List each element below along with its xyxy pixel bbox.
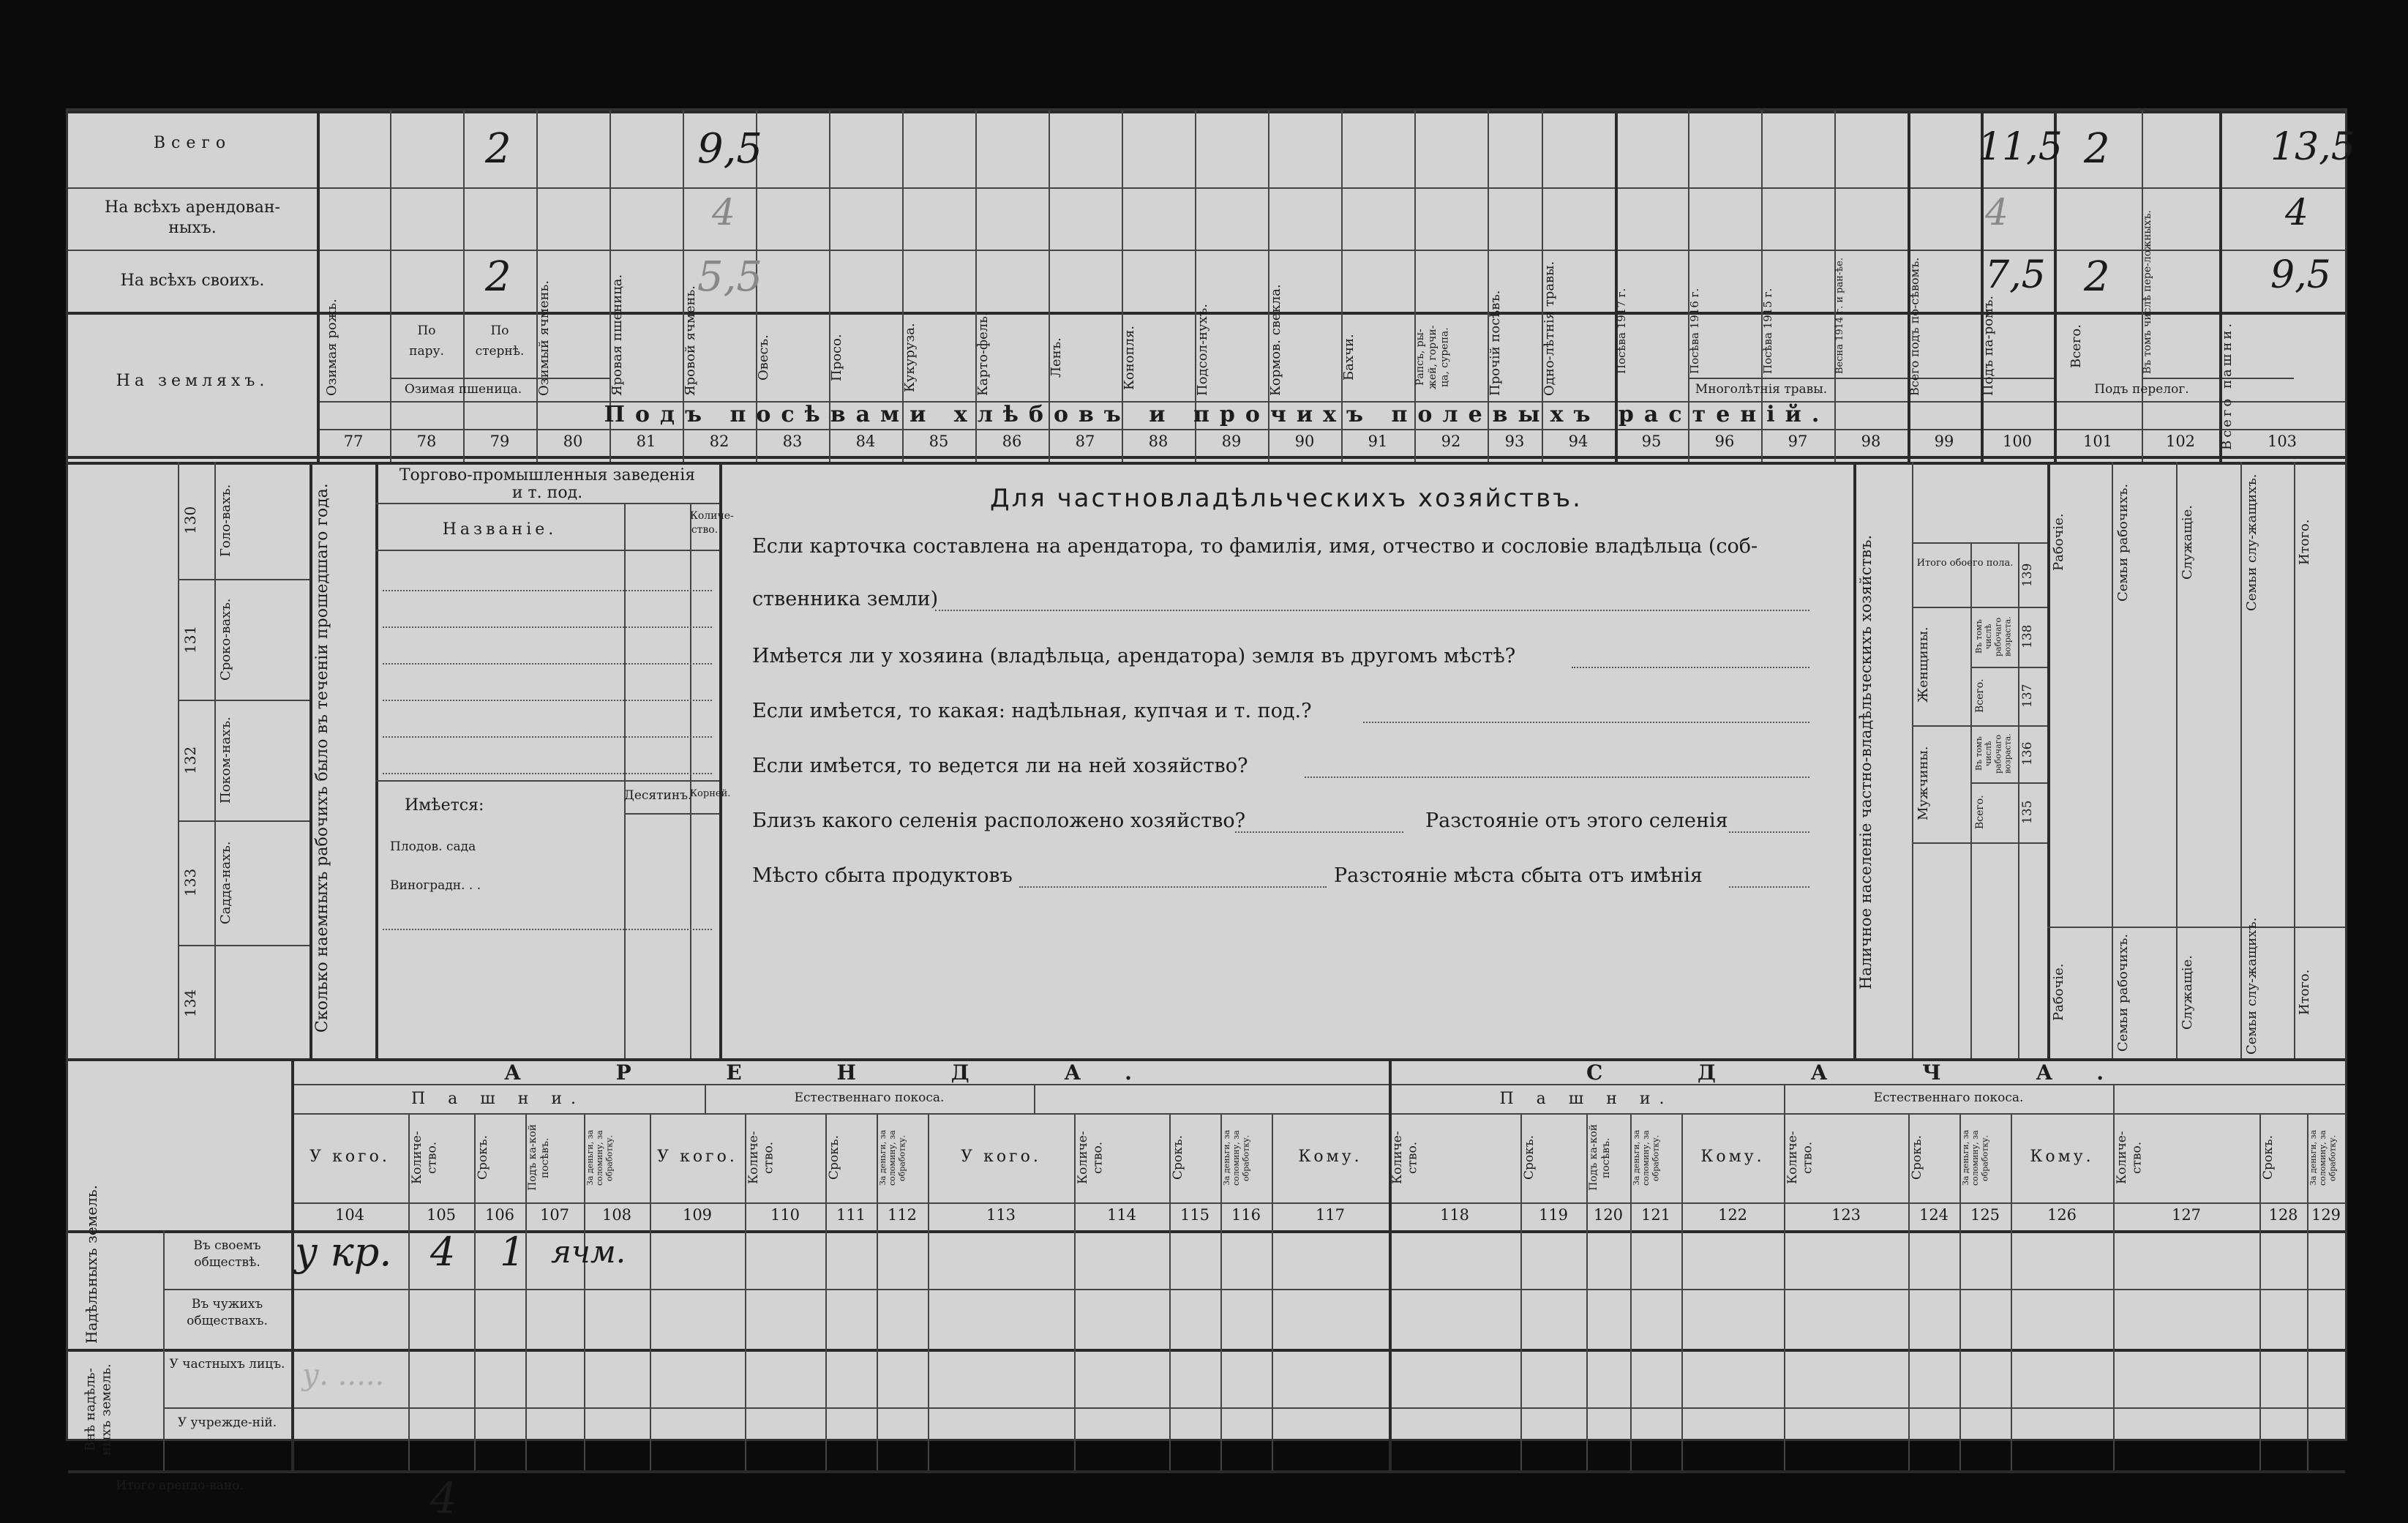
col-number: 87 [1075,433,1095,450]
hw-lease-term: 1 [500,1229,525,1275]
hdr-semya-sluzh: Семьи слу-жащихъ. [2244,474,2259,611]
row-label-own: На всѣхъ своихъ. [120,272,265,290]
row-line [375,780,719,782]
hdr-c88: Конопля. [1122,325,1137,390]
lease-hdr-117: Кому. [1298,1148,1362,1166]
hdr-c102: Въ томъ числѣ пере-ложныхъ. [2142,210,2153,374]
q3: Если имѣется, то какая: надѣльная, купчая и т. под.? [752,700,1312,722]
col-number: 103 [2267,433,2298,450]
lease-hdr-128: Срокъ. [2261,1135,2276,1180]
hw-lease-who: у кр. [295,1229,392,1275]
lease-hdr-118: Количе-ство. [1390,1131,1420,1185]
hdr-130: Голо-вахъ. [218,484,233,557]
hw-rented-82: 4 [712,191,735,233]
vineyards-label: Виноградн. . . [390,878,481,893]
hdr-c86: Карто-фель. [975,312,991,396]
lease-hdr-111: Срокъ. [827,1135,841,1180]
hw-own-100: 2 [2084,253,2110,301]
lease-col-number: 110 [770,1206,800,1224]
hdr-c79a: По [490,323,509,338]
col-number: 77 [343,433,364,450]
trade-title-2: и т. под. [511,484,583,502]
hw-total-rented: 4 [430,1473,457,1523]
hdr-c84: Просо. [829,334,844,381]
row-line [317,429,2345,430]
hw-total-79: 2 [485,125,511,173]
col-number: 84 [855,433,876,450]
hw-faint-note: у. ..... [302,1358,385,1392]
men-label: Мужчины. [1916,746,1931,821]
col-line [214,462,216,1058]
col-line [719,462,722,1058]
col-number: 99 [1934,433,1954,450]
row-line [2047,927,2345,928]
lease-col-number: 124 [1918,1206,1949,1224]
orchards-label: Плодов. сада [390,839,476,854]
has-label: Имѣется: [405,796,484,815]
col-number: 78 [416,433,437,450]
dotted-line [383,929,712,930]
col-number: 100 [2002,433,2033,450]
lease-hdr-106: Срокъ. [476,1135,490,1180]
lease-col-number: 114 [1106,1206,1137,1224]
lease-hdr-108: За деньги, за соломину, за обработку. [585,1129,615,1186]
hdr-c82: Яровой ячмень. [683,285,698,396]
col-line [2018,542,2019,1058]
col-number: 91 [1368,433,1388,450]
row-label-rented: На всѣхъ арендован- [105,198,280,217]
lease-hdr-113: У кого. [961,1148,1041,1166]
answer-line [1572,667,1809,668]
row-line [178,820,310,822]
col-line [2113,1084,2115,1113]
row-line [68,1470,2345,1473]
col-number: 85 [929,433,949,450]
num-133: 133 [181,868,199,897]
row-label-on-lands: На земляхъ. [116,372,269,390]
lease-col-number: 105 [426,1206,457,1224]
q1b: ственника земли) [752,588,939,610]
dotted-line [383,773,712,774]
dotted-line [383,663,712,665]
lease-col-number: 109 [682,1206,713,1224]
hdr-132: Поком-нахъ. [218,716,233,804]
col-number: 98 [1861,433,1881,450]
lease-col-number: 117 [1315,1206,1346,1224]
ftr-rab: Рабочiе. [2051,963,2066,1022]
hw-own-79: 2 [485,253,511,301]
answer-line [1729,831,1809,833]
row-line [1912,542,2047,544]
hw-total-103: 13,5 [2270,125,2355,169]
num-134: 134 [181,989,199,1018]
answer-line [935,610,1809,611]
lease-col-number: 115 [1179,1206,1210,1224]
num-135: 135 [2020,800,2035,825]
lease-hdr-120: Подъ ка-кой посѣвъ. [1588,1124,1612,1191]
q6: Мѣсто сбыта продуктовъ [752,864,1013,887]
hdr-c79b: стернѣ. [475,344,525,359]
col-line [2240,462,2242,1058]
hdr-semya-rab: Семьи рабочихъ. [2115,483,2131,602]
row-line [291,1202,2345,1204]
lease-col-number: 112 [887,1206,918,1224]
lease-col-number: 122 [1717,1206,1748,1224]
row-line [68,250,2345,251]
col-number: 79 [490,433,510,450]
hdr-c85: Кукуруза. [902,323,918,392]
all-genders-label: Итого обоего пола. [1916,558,2014,569]
lease-col-number: 118 [1439,1206,1470,1224]
hdr-c99: Всего подъ по-сѣвомъ. [1908,257,1921,396]
group-nadel: Надѣльныхъ земель. [83,1184,100,1344]
row-institutions: У учрежде-нiй. [177,1415,277,1430]
hw-own-103: 9,5 [2270,253,2331,297]
row-line [68,187,2345,189]
hdr-c90: Кормов. свекла. [1268,284,1283,396]
census-card [66,108,2355,1523]
col-line [291,1058,294,1470]
hw-own-82: 5,5 [697,253,763,301]
hw-total-100: 2 [2084,125,2110,173]
col-number: 102 [2165,433,2196,450]
col-number: 82 [709,433,729,450]
q6b: Разстоянiе мѣста сбыта отъ имѣнiя [1334,864,1703,887]
korney-label: Корней. [690,788,731,799]
lease-hdr-125: За деньги, за соломину, за обработку. [1961,1129,1990,1186]
col-line [178,462,179,1058]
men-total-label: Всего. [1974,795,1986,830]
num-130: 130 [181,506,199,535]
lease-col-number: 111 [836,1206,866,1224]
hw-own-99: 7,5 [1985,253,2046,297]
row-line [163,1289,2345,1290]
ftr-itogo: Итого. [2297,969,2312,1016]
col-line [1853,462,1856,1058]
lease-hdr-114: Количе-ство. [1076,1131,1106,1185]
col-line [2176,462,2178,1058]
lease-col-number: 128 [2268,1206,2298,1224]
col-number: 93 [1504,433,1525,450]
col-number: 95 [1641,433,1662,450]
lease-col-number: 125 [1970,1206,2000,1224]
row-private-persons: У частныхъ лицъ. [169,1357,285,1372]
col-line [2294,462,2295,1058]
hdr-hired-workers: Сколько наемныхъ рабочихъ было въ теченiи прошедшаго года. [313,483,331,1033]
lease-col-number: 129 [2311,1206,2341,1224]
col-line [1912,462,1913,1058]
q5: Близъ какого селенiя расположено хозяйство? [752,809,1246,832]
dotted-line [383,736,712,738]
hdr-perelog: Подъ перелог. [2094,382,2189,397]
lease-col-number: 123 [1831,1206,1861,1224]
hdr-c93: Прочiй посѣвъ. [1488,290,1503,396]
hdr-c101: Всего. [2068,324,2084,369]
answer-line [1363,722,1809,723]
num-132: 132 [181,746,199,774]
row-label-total: Всего [153,134,232,152]
lease-hdr-104: У кого. [310,1148,390,1166]
top-border [68,111,2345,113]
col-line [317,111,320,462]
hdr-c81: Яровая пшеница. [609,274,625,396]
hdr-c78a: По [417,323,436,338]
lease-hdr-105: Количе-ство. [410,1131,440,1185]
group-vne-nadel: Внѣ надѣль-ныхъ земель. [83,1363,114,1456]
lease-col-number: 121 [1640,1206,1671,1224]
arenda-pashni: П а ш н и. [410,1090,585,1108]
hdr-c80: Озимый ячмень. [536,280,552,396]
lease-col-number: 119 [1538,1206,1569,1224]
lease-col-number: 126 [2047,1206,2077,1224]
hdr-rab: Рабочiе. [2051,513,2066,572]
row-own-society: Въ своемъ обществѣ. [193,1238,261,1270]
lease-col-number: 116 [1231,1206,1261,1224]
col-line [375,462,378,1058]
lease-hdr-129: За деньги, за соломину, за обработку. [2308,1129,2338,1186]
col-line [2112,462,2113,1058]
private-title: Для частновладѣльческихъ хозяйствъ. [990,484,1583,513]
row-line [1912,842,2047,844]
ftr-semya-rab: Семьи рабочихъ. [2115,933,2131,1052]
hdr-c83: Овесъ. [756,334,771,381]
col-number: 92 [1441,433,1461,450]
hdr-c91: Бахчи. [1341,334,1357,381]
lease-hdr-109: У кого. [657,1148,738,1166]
lease-hdr-116: За деньги, за соломину, за обработку. [1222,1129,1251,1186]
lease-hdr-119: Срокъ. [1522,1135,1537,1180]
lease-hdr-121: За деньги, за соломину, за обработку. [1632,1129,1661,1186]
row-line [178,579,310,580]
hw-total-82: 9,5 [697,125,763,173]
col-number: 86 [1002,433,1022,450]
hdr-c100: Подъ па-ромъ. [1981,295,1996,396]
answer-line [1235,831,1403,833]
hdr-c98: Весна 1914 г. и ран-ѣе. [1834,258,1845,374]
hw-rented-99: 4 [1985,191,2008,233]
arenda-title: А Р Е Н Д А. [504,1060,1176,1085]
col-number: 83 [782,433,803,450]
col-line [1970,542,1972,1058]
lease-hdr-110: Количе-ство. [746,1131,776,1185]
hdr-c103: Всего пашни. [2219,320,2235,450]
women-total-label: Всего. [1974,678,1986,713]
row-line [178,700,310,701]
hw-lease-crop: ячм. [551,1234,626,1270]
col-number: 96 [1714,433,1735,450]
hdr-perennial: Многолѣтнiя травы. [1695,382,1828,397]
hw-rented-103: 4 [2285,191,2308,233]
desyat-label: Десятинъ. [624,788,692,803]
hdr-c92: Рапсъ, ры-жей, горчи-ца, сурепа. [1414,325,1451,390]
lease-col-number: 113 [986,1206,1016,1224]
row-line [375,503,719,504]
answer-line [1019,886,1327,888]
lease-col-number: 127 [2171,1206,2202,1224]
col-number: 89 [1221,433,1242,450]
trade-name-col: Названiе. [442,520,558,539]
col-line [2047,462,2050,1058]
col-number: 101 [2082,433,2113,450]
hdr-c95: Посѣва 1917 г. [1615,288,1628,374]
hdr-itogo: Итого. [2297,519,2312,566]
dotted-line [383,700,712,701]
num-139: 139 [2020,563,2035,588]
hw-total-99: 11,5 [1978,125,2063,169]
hdr-sluzh: Служащiе. [2180,505,2195,580]
col-number: 94 [1568,433,1589,450]
lease-col-number: 104 [334,1206,365,1224]
lease-hdr-124: Срокъ. [1910,1135,1924,1180]
hdr-c87: Ленъ. [1049,337,1064,378]
col-number: 90 [1294,433,1315,450]
sdacha-title: С Д А Ч А. [1586,1060,2148,1085]
women-label: Женщины. [1916,626,1931,703]
hdr-133: Садда-нахъ. [218,841,233,924]
q1a: Если карточка составлена на арендатора, то фамилiя, имя, отчество и сословiе владѣльца (соб- [752,535,1758,558]
hdr-c96: Посѣва 1916 г. [1688,288,1701,374]
q5b: Разстоянiе отъ этого селенiя [1425,809,1728,832]
women-working-label: Въ томъ числѣ рабочаго возраста. [1974,616,2013,657]
row-line [291,1113,2345,1115]
col-number: 97 [1788,433,1808,450]
answer-line [1305,777,1809,778]
lease-col-number: 106 [484,1206,515,1224]
lease-col-number: 108 [601,1206,632,1224]
lease-hdr-107: Подъ ка-кой посѣвъ. [527,1124,551,1191]
num-137: 137 [2020,684,2035,708]
row-label-rented-2: ныхъ. [168,219,217,237]
row-total-rented: Итого арендо-вано. [116,1478,244,1493]
lease-col-number: 107 [539,1206,570,1224]
crops-band-title: Подъ посѣвами хлѣбовъ и прочихъ полевыхъ растенiй. [604,402,1830,427]
hdr-131: Сроко-вахъ. [218,598,233,681]
q4: Если имѣется, то ведется ли на ней хозяйство? [752,755,1248,777]
row-line [375,550,719,551]
lease-col-number: 120 [1593,1206,1624,1224]
lease-hdr-126: Кому. [2030,1148,2094,1166]
hdr-c89: Подсол-нухъ. [1195,304,1210,396]
dotted-line [383,626,712,628]
num-136: 136 [2020,741,2035,766]
hdr-c97: Посѣва 1915 г. [1761,288,1774,374]
dotted-line [383,590,712,591]
col-number: 81 [636,433,656,450]
col-line [310,462,312,1058]
lease-hdr-112: За деньги, за соломину, за обработку. [878,1129,907,1186]
trade-qty-col: Количе-ство. [690,510,734,536]
lease-hdr-115: Срокъ. [1171,1135,1185,1180]
hdr-ozimaya-wheat: Озимая пшеница. [404,382,522,397]
col-line [1034,1084,1035,1113]
hdr-c94: Одно-лѣтнiя травы. [1542,261,1557,396]
col-number: 88 [1148,433,1169,450]
hdr-c77: Озимая рожь. [324,299,340,396]
row-other-society: Въ чужихъ обществахъ. [187,1297,268,1328]
lease-hdr-123: Количе-ство. [1785,1131,1815,1185]
sdacha-pokos: Естественнаго покоса. [1873,1090,2024,1105]
row-line [68,456,2345,459]
col-number: 80 [563,433,583,450]
sdacha-pashni: П а ш н и. [1499,1090,1673,1108]
num-138: 138 [2020,624,2035,649]
men-working-label: Въ томъ числѣ рабочаго возраста. [1974,733,2013,774]
trade-title-1: Торгово-промышленныя заведенiя [399,466,696,484]
row-line [624,813,719,815]
q2: Имѣется ли у хозяина (владѣльца, арендатора) земля въ другомъ мѣстѣ? [752,645,1516,667]
arenda-pokos: Естественнаго покоса. [794,1090,945,1105]
hdr-c78b: пару. [409,344,444,359]
num-131: 131 [181,625,199,654]
hw-lease-qty: 4 [430,1229,456,1275]
ftr-sluzh: Служащiе. [2180,955,2195,1030]
row-line [163,1407,2345,1409]
answer-line [1729,886,1809,888]
lease-hdr-127: Количе-ство. [2115,1131,2145,1185]
ftr-semya-sluzh: Семьи слу-жащихъ. [2244,917,2259,1055]
lease-hdr-122: Кому. [1700,1148,1765,1166]
presence-title: Наличное населенiе частно-владѣльческихъ хозяйствъ. [1857,534,1875,989]
row-line [178,945,310,946]
